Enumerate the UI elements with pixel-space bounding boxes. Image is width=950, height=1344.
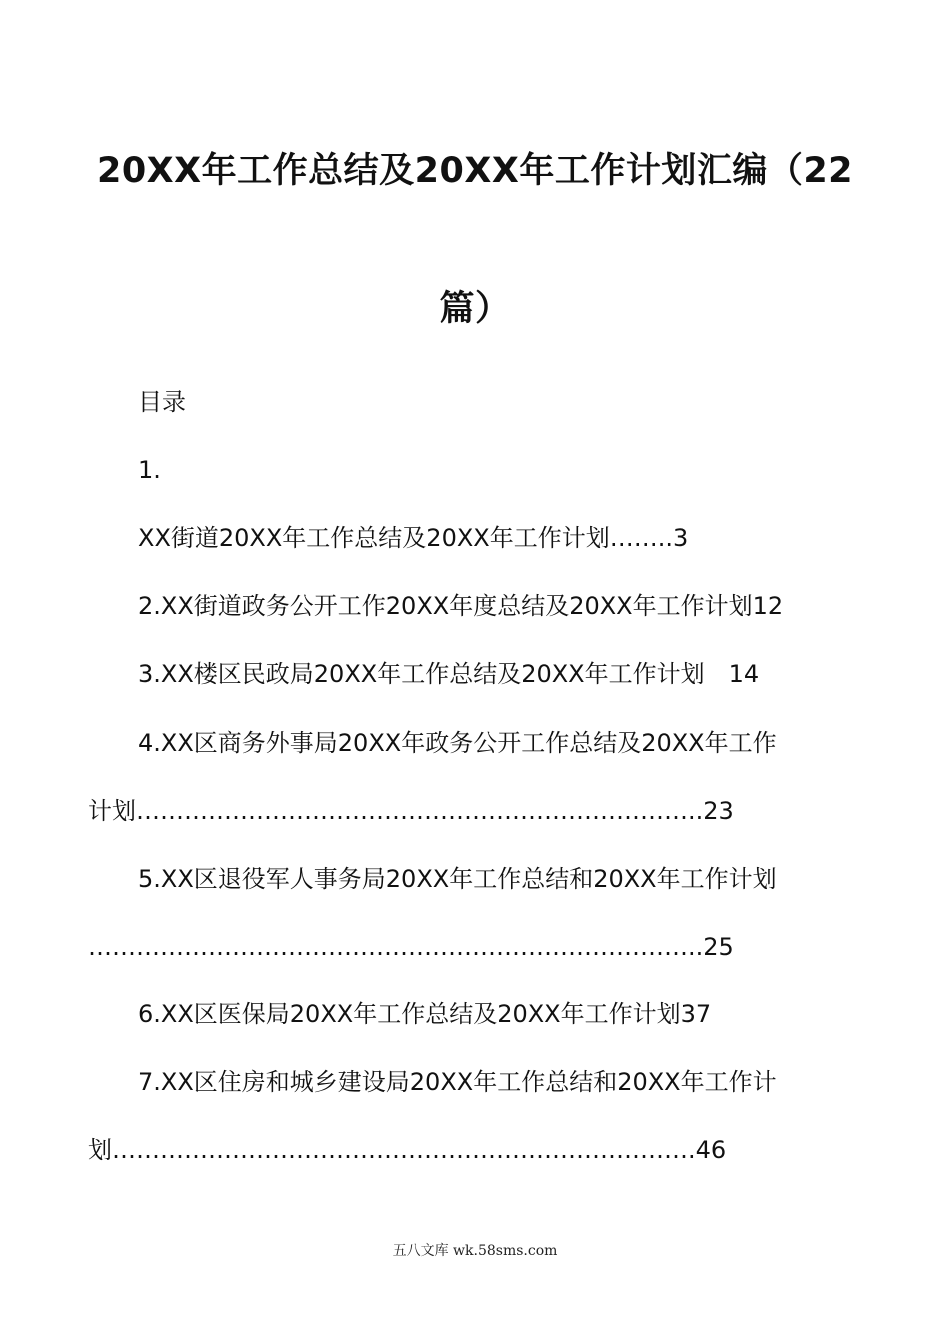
toc-line: 4.XX区商务外事局20XX年政务公开工作总结及20XX年工作 [138,729,777,757]
document-title-line-1: 20XX年工作总结及20XX年工作计划汇编（22 [96,151,854,191]
toc-line-continuation: 计划……………………………………………………………..23 [88,797,734,825]
toc-heading: 目录 [138,388,186,416]
footer-watermark: 五八文库 wk.58sms.com [392,1243,558,1259]
toc-line: 1. [138,456,161,484]
toc-line: 3.XX楼区民政局20XX年工作总结及20XX年工作计划 14 [138,660,760,688]
toc-line-continuation: 划……………………………………………………………….46 [88,1136,727,1164]
toc-line: 2.XX街道政务公开工作20XX年度总结及20XX年工作计划12 [138,592,784,620]
toc-line: 7.XX区住房和城乡建设局20XX年工作总结和20XX年工作计 [138,1068,777,1096]
document-title-line-2: 篇） [439,289,511,329]
toc-line: XX街道20XX年工作总结及20XX年工作计划……..3 [138,524,689,552]
toc-line-continuation: …………………………………………………………………..25 [88,933,734,961]
toc-line: 5.XX区退役军人事务局20XX年工作总结和20XX年工作计划 [138,865,777,893]
toc-line: 6.XX区医保局20XX年工作总结及20XX年工作计划37 [138,1000,712,1028]
